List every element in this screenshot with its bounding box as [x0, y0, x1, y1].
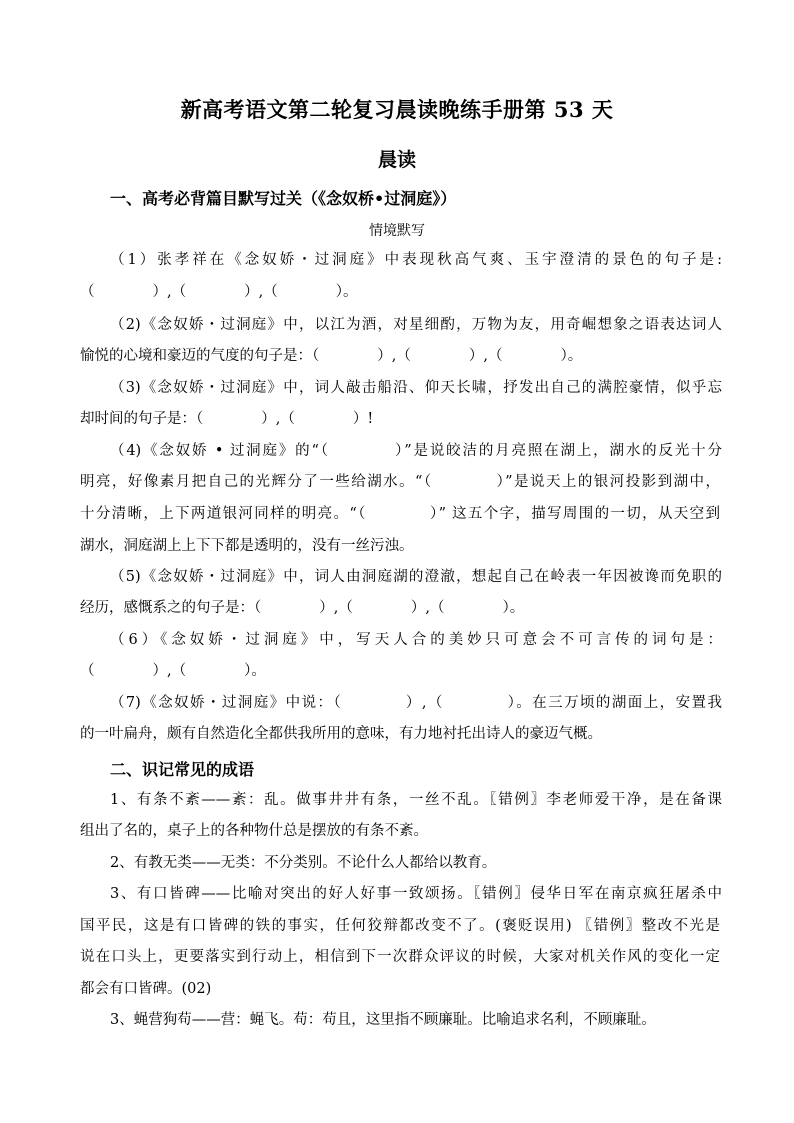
- text-line: 经历，感慨系之的句子是：（ ）,（ ）,（ ）。: [80, 600, 525, 616]
- text-line: 的一叶扁舟，颇有自然造化全都供我所用的意味，有力地衬托出诗人的豪迈气概。: [80, 726, 602, 742]
- text-line: （7)《念奴娇・过洞庭》中说：（ ）,（ ）。在三万顷的湖面上，安置我: [110, 695, 722, 711]
- section-2-heading: 二、识记常见的成语: [110, 760, 255, 779]
- text-line: （ ）,（ ）,（ ）。: [80, 284, 358, 300]
- text-line: 却时间的句子是：（ ）,（ ）!: [80, 411, 374, 427]
- text-line: （5)《念奴娇・过洞庭》中，词人由洞庭湖的澄澈，想起自己在岭表一年因被谗而免职的: [110, 569, 722, 585]
- page-title: 新高考语文第二轮复习晨读晚练手册第 53 天: [180, 97, 614, 122]
- text-line: （ ）,（ ）。: [80, 663, 266, 679]
- text-line: 说在口头上，更要落实到行动上，相信到下一次群众评议的时候，大家对机关作风的变化一定: [80, 949, 720, 965]
- text-line: 明亮，好像素月把自己的光辉分了一些给湖水。“（ ）”是说天上的银河投影到湖中，: [80, 474, 720, 490]
- text-line: 十分清晰，上下两道银河同样的明亮。“（ ）” 这五个字，描写周围的一切，从天空到: [80, 506, 720, 522]
- text-line: 3、有口皆碑——比喻对突出的好人好事一致颂扬。〖错例〗侵华日军在南京疯狂屠杀中: [110, 886, 722, 902]
- text-line: （3)《念奴娇・过洞庭》中，词人敲击船沿、仰天长啸，抒发出自己的满腔豪情，似乎忘: [110, 380, 722, 396]
- text-line: （1）张孝祥在《念奴娇・过洞庭》中表现秋高气爽、玉宇澄清的景色的句子是:: [110, 252, 722, 268]
- text-line: 湖水，洞庭湖上上下下都是透明的，没有一丝污浊。: [80, 538, 414, 554]
- text-line: 1、有条不紊——紊：乱。做事井井有条，一丝不乱。〖错例〗李老师爱干净，是在备课: [110, 792, 722, 808]
- text-line: （6）《念奴娇・过洞庭》中，写天人合的美妙只可意会不可言传的词句是：: [110, 632, 722, 648]
- text-line: （2)《念奴娇・过洞庭》中，以江为酒，对星细酌，万物为友，用奇崛想象之语表达词人: [110, 317, 722, 333]
- section-1-label: 情境默写: [369, 223, 425, 239]
- text-line: 组出了名的，桌子上的各种物什总是摆放的有条不紊。: [80, 823, 428, 839]
- text-line: 国平民，这是有口皆碑的铁的事实，任何狡辩都改变不了。(褒贬误用) 〖错例〗整改不光是: [80, 918, 720, 934]
- section-1-heading: 一、高考必背篇目默写过关（《念奴桥•过洞庭》）: [110, 189, 457, 208]
- text-line: 都会有口皆碑。(02): [80, 981, 212, 997]
- text-line: 2、有教无类——无类：不分类别。不论什么人都给以教育。: [110, 855, 497, 871]
- text-line: 愉悦的心境和豪迈的气度的句子是：（ ）,（ ）,（ ）。: [80, 348, 583, 364]
- text-line: 3、蝇营狗苟——营：蝇飞。苟：苟且，这里指不顾廉耻。比喻追求名利，不顾廉耻。: [110, 1012, 656, 1028]
- page-subtitle: 晨读: [377, 149, 416, 171]
- text-line: （4)《念奴娇 • 过洞庭》的“（ ）”是说皎洁的月亮照在湖上，湖水的反光十分: [110, 443, 722, 459]
